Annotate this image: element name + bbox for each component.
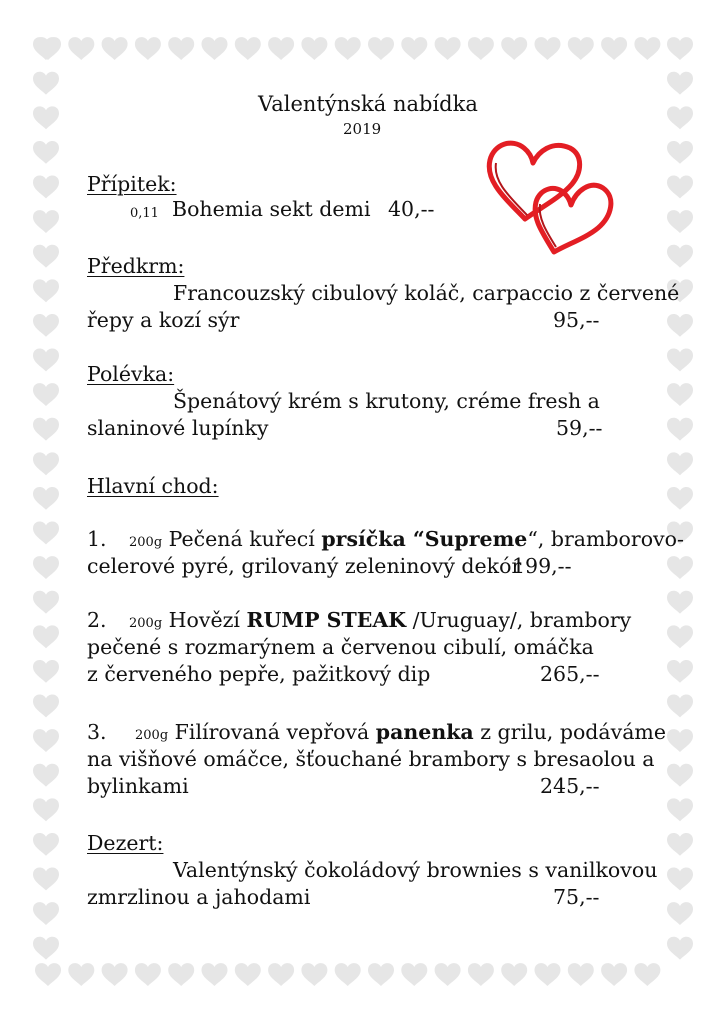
section-heading-predkrm: Předkrm:	[87, 254, 185, 278]
main-item-1-weight: 200g	[129, 535, 163, 550]
polevka-price: 59,--	[556, 416, 603, 440]
section-heading-hlavni: Hlavní chod:	[87, 474, 219, 498]
main-item-2-price: 265,--	[540, 662, 600, 686]
main-item-2-weight: 200g	[129, 616, 163, 631]
page-year: 2019	[343, 120, 382, 138]
pripitek-name: Bohemia sekt demi	[172, 197, 371, 221]
double-heart-icon	[480, 136, 620, 258]
dezert-line-2: zmrzlinou a jahodami	[87, 885, 311, 909]
main-item-1-line-2: celerové pyré, grilovaný zeleninový dekór	[87, 554, 522, 578]
pripitek-volume: 0,11	[130, 206, 159, 221]
main-item-1-dish: prsíčka “Supreme	[321, 527, 528, 551]
main-item-2-line-3: z červeného pepře, pažitkový dip	[87, 662, 431, 686]
predkrm-line-2: řepy a kozí sýr	[87, 308, 240, 332]
main-item-3-number: 3.	[87, 720, 107, 744]
main-item-3-line-3: bylinkami	[87, 774, 189, 798]
main-item-3-line-2: na višňové omáčce, šťouchané brambory s bresaolou a	[87, 747, 655, 771]
predkrm-line-1: Francouzský cibulový koláč, carpaccio z červené	[173, 281, 680, 305]
section-heading-dezert: Dezert:	[87, 831, 164, 855]
main-item-3-price: 245,--	[540, 774, 600, 798]
main-item-1-line-1: 200g Pečená kuřecí prsíčka “Supreme“, bramborovo-	[129, 527, 684, 551]
polevka-line-1: Špenátový krém s krutony, créme fresh a	[173, 389, 600, 413]
main-item-1-price: 199,--	[512, 554, 572, 578]
section-heading-pripitek: Přípitek:	[87, 172, 177, 196]
main-item-3-dish: panenka	[375, 720, 474, 744]
main-item-2-line-2: pečené s rozmarýnem a červenou cibulí, omáčka	[87, 635, 594, 659]
predkrm-price: 95,--	[553, 308, 600, 332]
main-item-3-weight: 200g	[135, 728, 169, 743]
page-title: Valentýnská nabídka	[258, 92, 478, 116]
section-heading-polevka: Polévka:	[87, 362, 175, 386]
dezert-price: 75,--	[553, 885, 600, 909]
main-item-1-number: 1.	[87, 527, 107, 551]
main-item-2-line-1: 200g Hovězí RUMP STEAK /Uruguay/, brambory	[129, 608, 632, 632]
dezert-line-1: Valentýnský čokoládový brownies s vanilkovou	[173, 858, 658, 882]
main-item-2-number: 2.	[87, 608, 107, 632]
main-item-3-line-1: 200g Filírovaná vepřová panenka z grilu, podáváme	[135, 720, 667, 744]
polevka-line-2: slaninové lupínky	[87, 416, 269, 440]
main-item-2-dish: RUMP STEAK	[246, 608, 407, 632]
pripitek-price: 40,--	[388, 197, 435, 221]
